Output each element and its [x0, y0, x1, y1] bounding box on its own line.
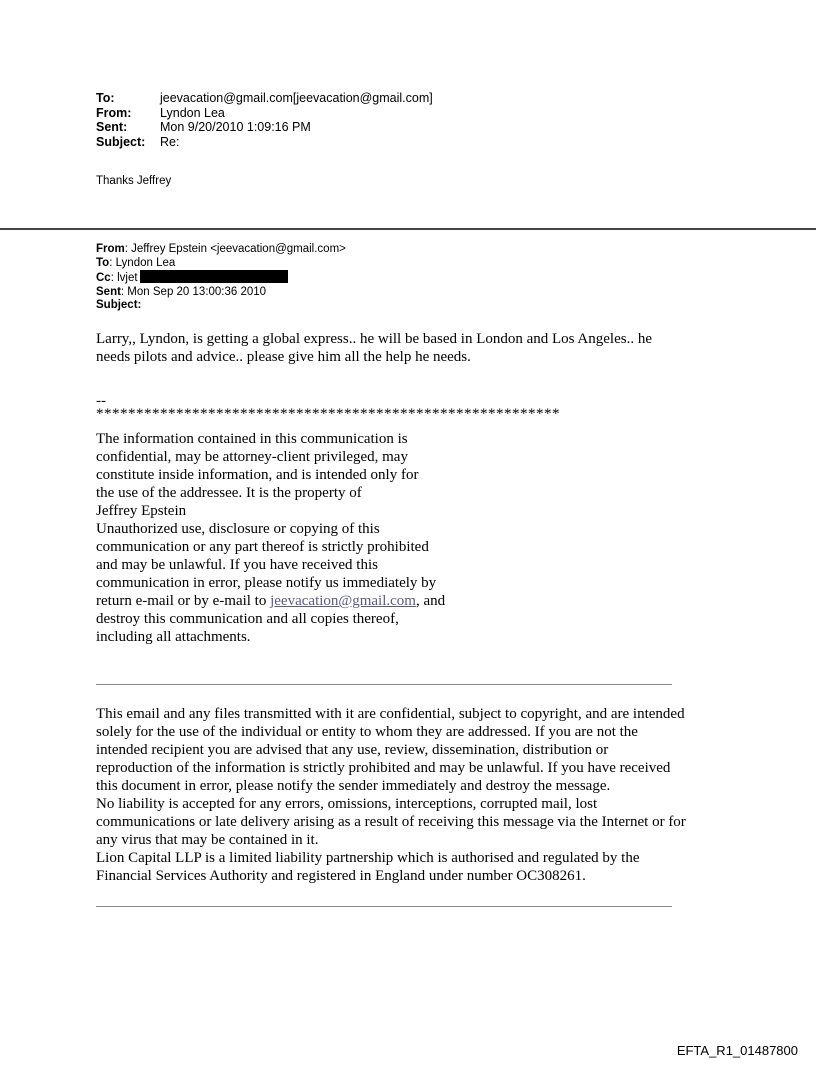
message-separator — [0, 228, 816, 230]
to-value: jeevacation@gmail.com[jeevacation@gmail.com] — [160, 91, 433, 105]
subject-value: Re: — [160, 134, 180, 149]
quoted-from-row — [96, 243, 346, 257]
quoted-subject-label: Subject — [96, 299, 138, 311]
quoted-sent-value: : Mon Sep 20 13:00:36 2010 — [120, 285, 267, 298]
from-label: From: — [96, 105, 132, 120]
confidentiality-notice — [96, 430, 516, 646]
quoted-cc-row — [96, 270, 346, 286]
notice-line: destroy this communication and all copies thereof, — [96, 611, 399, 627]
header-to-row — [96, 91, 433, 106]
notice-line: the use of the addressee. It is the property of — [96, 485, 362, 501]
disclaimer-line: intended recipient you are advised that any use, review, dissemination, distribution or — [96, 742, 609, 758]
disclaimer-line: any virus that may be contained in it. — [96, 832, 319, 848]
notice-line: communication or any part thereof is strictly prohibited — [96, 539, 429, 555]
disclaimer-line: No liability is accepted for any errors, omissions, interceptions, corrupted mail, lost — [96, 796, 598, 812]
from-value: Lyndon Lea — [160, 105, 225, 120]
quoted-subject-row — [96, 299, 346, 313]
disclaimer-line: This email and any files transmitted with it are confidential, subject to copyright, and are intended — [96, 706, 685, 722]
notice-line: Jeffrey Epstein — [96, 503, 187, 519]
notice-line: The information contained in this communication is — [96, 431, 408, 447]
quoted-cc-label: Cc — [96, 272, 111, 284]
disclaimer-line: reproduction of the information is strictly prohibited and may be unlawful. If you have received — [96, 760, 671, 776]
header-subject-row — [96, 135, 433, 150]
notice-line: confidential, may be attorney-client privileged, may — [96, 449, 408, 465]
notice-line: constitute inside information, and is intended only for — [96, 467, 419, 483]
notice-link-after: , and — [415, 593, 446, 609]
quoted-cc-value: : lvjet — [110, 272, 138, 284]
horizontal-rule — [96, 906, 672, 907]
quoted-header — [96, 243, 346, 313]
quoted-to-row — [96, 257, 346, 271]
disclaimer-line: solely for the use of the individual or entity to whom they are addressed. If you are not the — [96, 724, 638, 740]
disclaimer-line: communications or late delivery arising as a result of receiving this message via the Internet or for — [96, 814, 686, 830]
disclaimer-line: Lion Capital LLP is a limited liability partnership which is authorised and regulated by the — [96, 850, 640, 866]
header-from-row — [96, 106, 433, 121]
lion-capital-disclaimer — [96, 705, 746, 885]
quoted-from-value: : Jeffrey Epstein <jeevacation@gmail.com> — [124, 243, 346, 255]
notice-link-line — [96, 592, 516, 610]
quoted-subject-value: : — [137, 299, 142, 311]
notice-line: including all attachments. — [96, 629, 251, 645]
body-line: needs pilots and advice.. please give him all the help he needs. — [96, 349, 471, 365]
email-link[interactable]: jeevacation@gmail.com — [270, 593, 416, 609]
email-header — [96, 91, 433, 149]
notice-line: communication in error, please notify us immediately by — [96, 575, 437, 591]
reply-text: Thanks Jeffrey — [96, 175, 172, 187]
quoted-to-value: : Lyndon Lea — [109, 256, 176, 269]
message-body — [96, 330, 736, 366]
horizontal-rule — [96, 684, 672, 685]
to-label: To: — [96, 91, 115, 105]
sent-value: Mon 9/20/2010 1:09:16 PM — [160, 120, 311, 134]
document-id: EFTA_R1_01487800 — [676, 1043, 798, 1058]
disclaimer-line: this document in error, please notify the sender immediately and destroy the message. — [96, 778, 611, 794]
subject-label: Subject: — [96, 134, 146, 149]
redaction-box — [140, 270, 288, 283]
notice-line: Unauthorized use, disclosure or copying of this — [96, 521, 380, 537]
quoted-to-label: To — [96, 256, 110, 269]
body-line: Larry,, Lyndon, is getting a global express.. he will be based in London and Los Angeles.. he — [96, 331, 652, 347]
quoted-sent-row — [96, 286, 346, 300]
notice-link-before: return e-mail or by e-mail to — [96, 593, 271, 609]
quoted-sent-label: Sent — [96, 285, 121, 298]
signature-dashes: -- — [96, 393, 106, 409]
quoted-from-label: From — [96, 243, 125, 255]
sent-label: Sent: — [96, 120, 128, 134]
disclaimer-line: Financial Services Authority and registered in England under number OC308261. — [96, 868, 586, 884]
header-sent-row — [96, 120, 433, 135]
notice-line: and may be unlawful. If you have received this — [96, 557, 378, 573]
stars-divider: ********************************************************** — [96, 406, 560, 422]
